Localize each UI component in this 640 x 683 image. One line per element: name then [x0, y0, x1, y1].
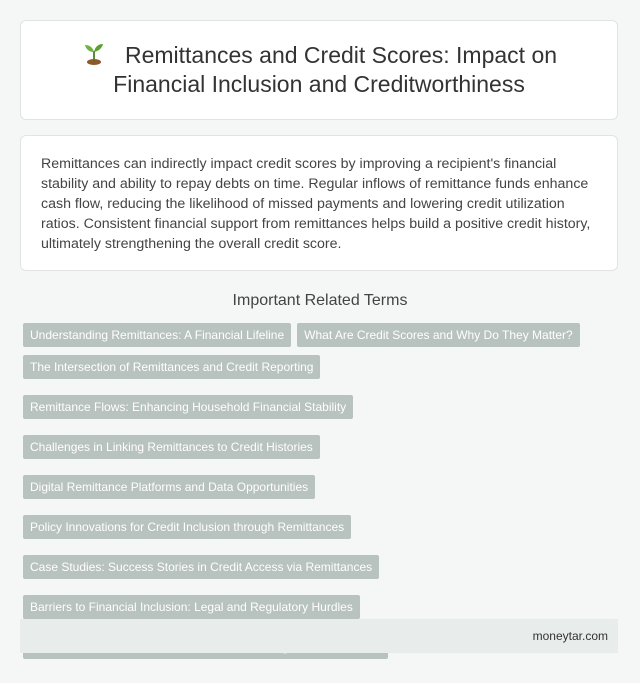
footer: [20, 619, 618, 653]
related-term-tag[interactable]: The Intersection of Remittances and Credit Reporting: [23, 355, 320, 379]
related-term-tag[interactable]: What Are Credit Scores and Why Do They Matter?: [297, 323, 580, 347]
intro-text: Remittances can indirectly impact credit scores by improving a recipient's financial stability and ability to repay debts on time. Regular inflows of remittance funds enhance cash flow, reducing the likelihood of missed payments and lowering credit utilization ratios. Consistent financial support from remittances helps build a positive credit history, ultimately strengthening the overall credit score.: [41, 156, 591, 252]
related-terms-heading: Important Related Terms: [232, 292, 408, 309]
related-term-tag[interactable]: Policy Innovations for Credit Inclusion through Remittances: [23, 515, 351, 539]
related-term-tag[interactable]: Barriers to Financial Inclusion: Legal and Regulatory Hurdles: [23, 595, 360, 619]
page-title: [51, 41, 587, 99]
related-term-tag[interactable]: Understanding Remittances: A Financial Lifeline: [23, 323, 291, 347]
related-term-tag[interactable]: Remittance Flows: Enhancing Household Financial Stability: [23, 395, 353, 419]
footer-site-name[interactable]: moneytar.com: [532, 629, 608, 643]
related-term-tag[interactable]: Challenges in Linking Remittances to Credit Histories: [23, 435, 320, 459]
title-card: [20, 20, 618, 120]
sprout-icon: [81, 41, 107, 65]
page-title-text: Remittances and Credit Scores: Impact on Financial Inclusion and Creditworthiness: [113, 42, 558, 97]
related-term-tag[interactable]: Digital Remittance Platforms and Data Opportunities: [23, 475, 315, 499]
related-term-tag[interactable]: Case Studies: Success Stories in Credit Access via Remittances: [23, 555, 379, 579]
related-terms-list: [23, 323, 618, 659]
intro-card: [20, 135, 618, 271]
